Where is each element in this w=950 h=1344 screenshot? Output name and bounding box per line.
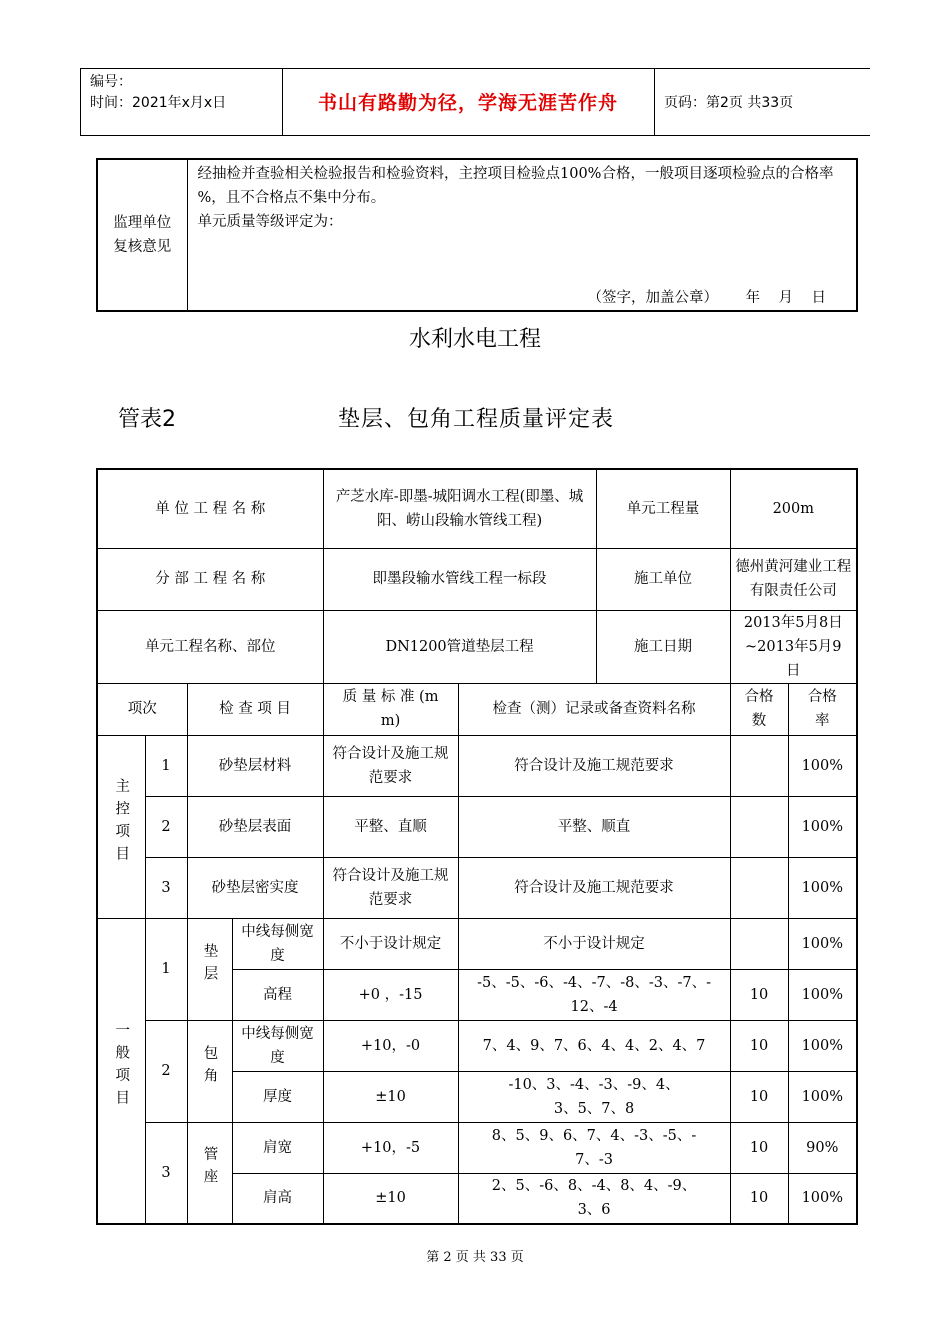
main-rate: 100% (788, 735, 857, 796)
general-category: 管座 (187, 1122, 232, 1224)
info-row-sub (97, 548, 857, 610)
table-row (97, 1122, 857, 1173)
general-count (730, 918, 788, 969)
page-footer: 第 2 页 共 33 页 (426, 1250, 524, 1265)
general-rate: 100% (788, 1071, 857, 1122)
col-item-no: 项次 (97, 683, 187, 735)
contractor-label: 施工单位 (596, 548, 730, 610)
header-meta (90, 72, 226, 114)
review-sign: （签字，加盖公章） 年 月 日 (587, 290, 826, 306)
main-record: 符合设计及施工规范要求 (458, 735, 730, 796)
main-no: 2 (145, 796, 187, 857)
review-text-2: 单元质量等级评定为： (197, 214, 343, 230)
doc-code-label: 编号： (90, 74, 132, 90)
table-row (97, 796, 857, 857)
main-rate: 100% (788, 857, 857, 918)
col-pass-count: 合格数 (730, 683, 788, 735)
element-label: 单元工程名称、部位 (97, 610, 323, 683)
sub-project-label: 分 部 工 程 名 称 (97, 548, 323, 610)
general-count: 10 (730, 1020, 788, 1071)
sub-project-value: 即墨段输水管线工程一标段 (323, 548, 596, 610)
header-motto: 书山有路勤为径，学海无涯苦作舟 (317, 92, 618, 114)
col-record: 检查（测）记录或备查资料名称 (458, 683, 730, 735)
general-standard: 不小于设计规定 (323, 918, 458, 969)
quantity-label: 单元工程量 (596, 469, 730, 548)
general-record: -10、3、-4、-3、-9、4、3、5、7、8 (458, 1071, 730, 1122)
review-text-1: 经抽检并查验相关检验报告和检验资料，主控项目检验点100%合格，一般项目逐项检验点的合格率 %，且不合格点不集中分布。 (197, 166, 834, 206)
unit-project-value: 产芝水库-即墨-城阳调水工程(即墨、城阳、崂山段输水管线工程) (323, 469, 596, 548)
general-category: 包角 (187, 1020, 232, 1122)
general-record: -5、-5、-6、-4、-7、-8、-3、-7、-12、-4 (458, 969, 730, 1020)
page-title: 水利水电工程 (408, 327, 541, 352)
general-count: 10 (730, 1173, 788, 1224)
evaluation-table (96, 468, 858, 1225)
general-record: 不小于设计规定 (458, 918, 730, 969)
main-record: 符合设计及施工规范要求 (458, 857, 730, 918)
general-no: 1 (145, 918, 187, 1020)
quantity-value: 200m (730, 469, 857, 548)
table-row (97, 1020, 857, 1071)
general-standard: ±10 (323, 1071, 458, 1122)
main-group-label: 主控项目 (97, 735, 145, 918)
contractor-value: 德州黄河建业工程有限责任公司 (730, 548, 857, 610)
main-record: 平整、顺直 (458, 796, 730, 857)
main-count (730, 857, 788, 918)
general-category: 垫层 (187, 918, 232, 1020)
table-row (97, 918, 857, 969)
main-count (730, 735, 788, 796)
review-content (187, 159, 857, 311)
general-rate: 100% (788, 918, 857, 969)
main-standard: 符合设计及施工规范要求 (323, 735, 458, 796)
main-item: 砂垫层材料 (187, 735, 323, 796)
header-page-info: 页码：第2页 共33页 (664, 95, 794, 111)
main-rate: 100% (788, 796, 857, 857)
main-no: 1 (145, 735, 187, 796)
general-group-label: 一般项目 (97, 918, 145, 1224)
general-count: 10 (730, 1071, 788, 1122)
info-row-element (97, 610, 857, 683)
general-standard: +0 ，-15 (323, 969, 458, 1020)
general-count: 10 (730, 969, 788, 1020)
review-table (96, 158, 858, 312)
date-label: 施工日期 (596, 610, 730, 683)
general-item: 厚度 (232, 1071, 323, 1122)
table-row (97, 735, 857, 796)
main-standard: 平整、直顺 (323, 796, 458, 857)
col-check-item: 检 查 项 目 (187, 683, 323, 735)
general-record: 2、5、-6、8、-4、8、4、-9、3、6 (458, 1173, 730, 1224)
general-item: 高程 (232, 969, 323, 1020)
main-count (730, 796, 788, 857)
column-header-row (97, 683, 857, 735)
col-pass-rate: 合格率 (788, 683, 857, 735)
col-standard: 质 量 标 准 (mm) (323, 683, 458, 735)
unit-project-label: 单 位 工 程 名 称 (97, 469, 323, 548)
general-standard: +10，-5 (323, 1122, 458, 1173)
general-item: 肩宽 (232, 1122, 323, 1173)
general-record: 7、4、9、7、6、4、4、2、4、7 (458, 1020, 730, 1071)
general-item: 肩高 (232, 1173, 323, 1224)
general-no: 3 (145, 1122, 187, 1224)
general-item: 中线每侧宽度 (232, 1020, 323, 1071)
general-rate: 100% (788, 1020, 857, 1071)
general-rate: 90% (788, 1122, 857, 1173)
info-row-unit (97, 469, 857, 548)
general-count: 10 (730, 1122, 788, 1173)
main-no: 3 (145, 857, 187, 918)
element-value: DN1200管道垫层工程 (323, 610, 596, 683)
date-value: 2013年5月8日~2013年5月9日 (730, 610, 857, 683)
main-item: 砂垫层表面 (187, 796, 323, 857)
general-rate: 100% (788, 969, 857, 1020)
review-label: 监理单位复核意见 (97, 159, 187, 311)
doc-time-label: 时间：2021年x月x日 (90, 95, 227, 111)
general-rate: 100% (788, 1173, 857, 1224)
general-standard: ±10 (323, 1173, 458, 1224)
general-item: 中线每侧宽度 (232, 918, 323, 969)
main-item: 砂垫层密实度 (187, 857, 323, 918)
general-standard: +10，-0 (323, 1020, 458, 1071)
general-record: 8、5、9、6、7、4、-3、-5、-7、-3 (458, 1122, 730, 1173)
main-standard: 符合设计及施工规范要求 (323, 857, 458, 918)
table-row (97, 857, 857, 918)
form-number: 管表2 (118, 407, 176, 432)
form-title: 垫层、包角工程质量评定表 (338, 407, 615, 432)
general-no: 2 (145, 1020, 187, 1122)
